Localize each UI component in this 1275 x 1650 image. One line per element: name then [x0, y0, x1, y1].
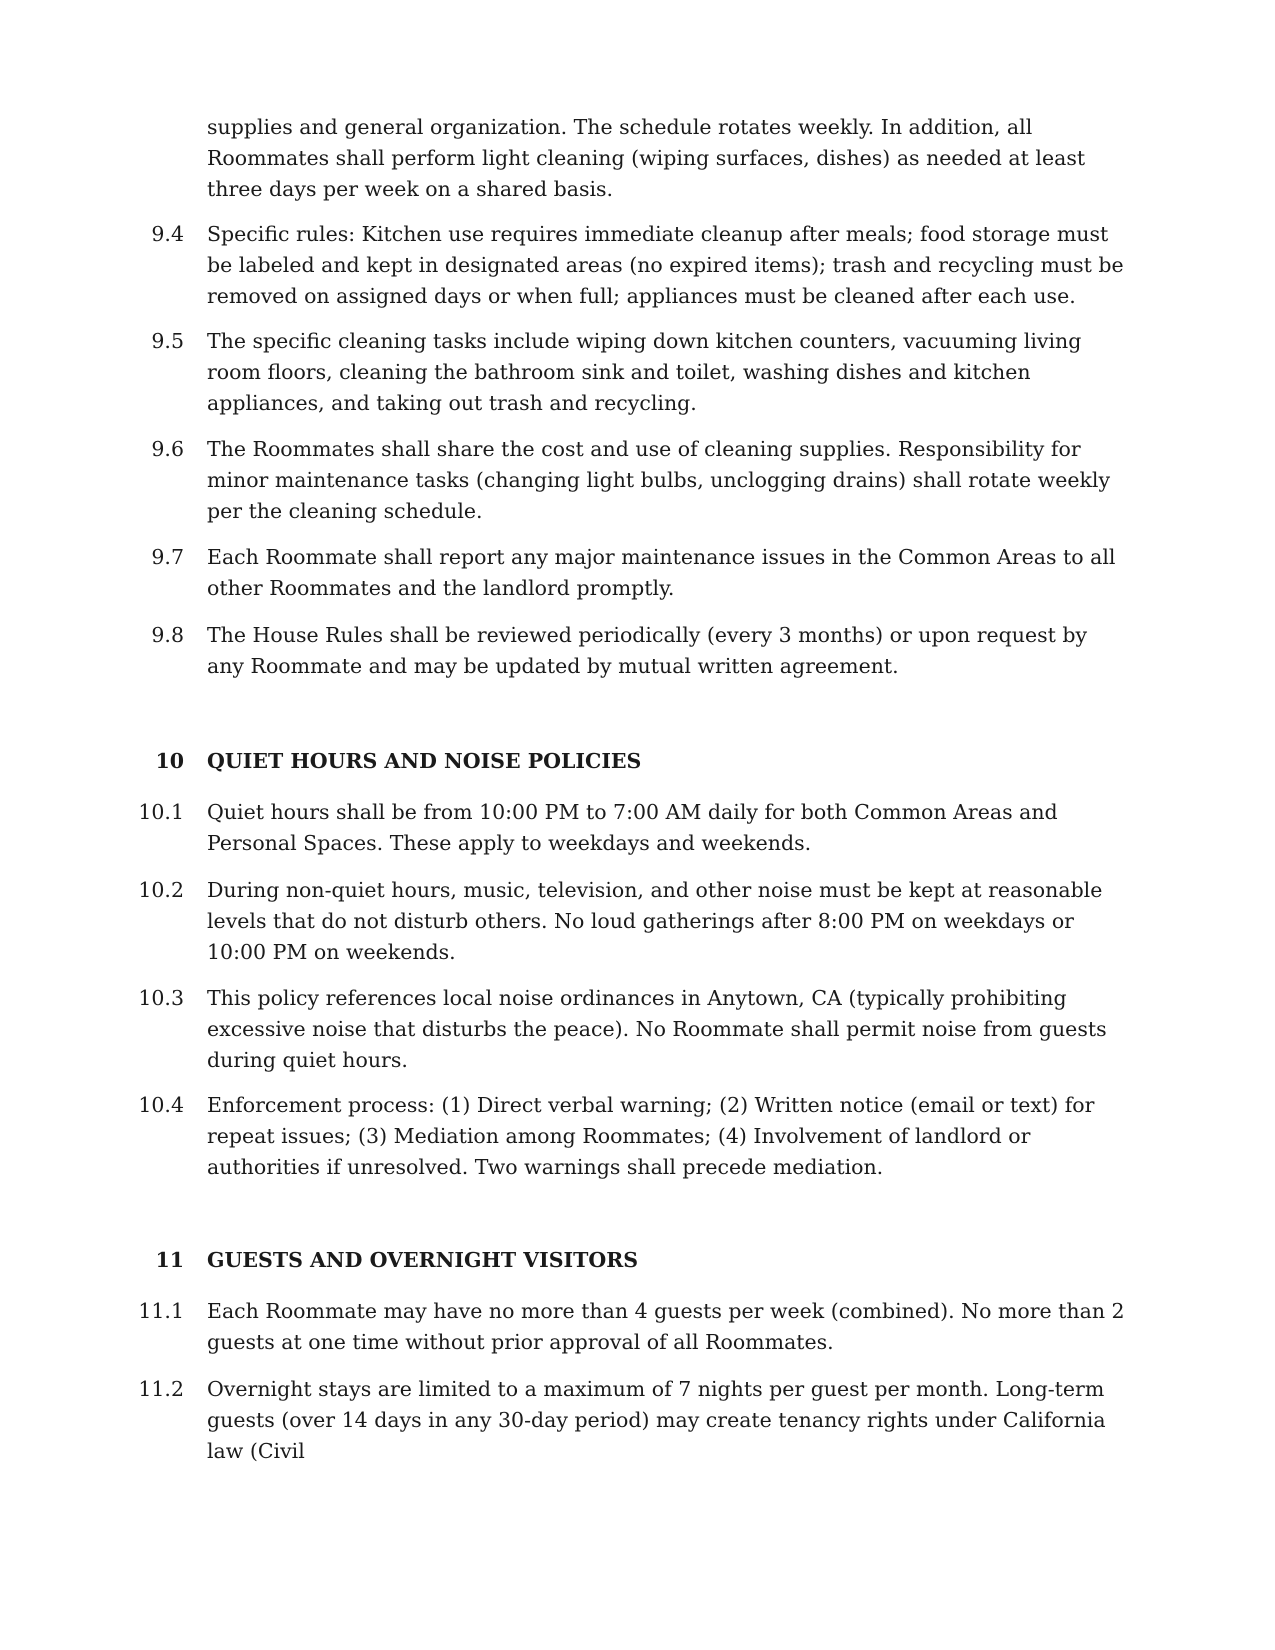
clause-number: 10.2 — [138, 878, 184, 902]
clause-text: Each Roommate shall report any major maintenance issues in the Common Areas to all other Roommates and the landlord promptly. — [207, 545, 1116, 600]
clause-number: 9.5 — [151, 329, 184, 353]
section-number: 10 — [155, 749, 184, 773]
clause-number: 9.8 — [151, 623, 184, 647]
intro-paragraph: supplies and general organization. The schedule rotates weekly. In addition, all Roommates shall perform light cleaning (wiping surfaces, dishes) as needed at least three days per week on a shared basis. — [207, 115, 1086, 201]
clause-text: Enforcement process: (1) Direct verbal warning; (2) Written notice (email or text) for repeat issues; (3) Mediation among Roommates; (4) Involvement of landlord or authorities if unresolved. Two warnings shall precede mediation. — [207, 1093, 1095, 1179]
clause-number: 9.7 — [151, 545, 184, 569]
clause-number: 9.4 — [151, 222, 184, 246]
clause-number: 9.6 — [151, 437, 184, 461]
clause-text: This policy references local noise ordinances in Anytown, CA (typically prohibiting excessive noise that disturbs the peace). No Roommate shall permit noise from guests during quiet hours. — [207, 986, 1107, 1072]
clause-text: Each Roommate may have no more than 4 guests per week (combined). No more than 2 guests at one time without prior approval of all Roommates. — [207, 1299, 1125, 1354]
clause-text: During non-quiet hours, music, television, and other noise must be kept at reasonable levels that do not disturb others. No loud gatherings after 8:00 PM on weekdays or 10:00 PM on weekends. — [207, 878, 1103, 964]
clause-number: 10.1 — [138, 800, 184, 824]
clause-text: Quiet hours shall be from 10:00 PM to 7:00 AM daily for both Common Areas and Personal Spaces. These apply to weekdays and weekends. — [207, 800, 1058, 855]
clause-text: The Roommates shall share the cost and use of cleaning supplies. Responsibility for minor maintenance tasks (changing light bulbs, unclogging drains) shall rotate weekly per the cleaning schedule. — [207, 437, 1111, 523]
clause-text: Overnight stays are limited to a maximum of 7 nights per guest per month. Long-term guests (over 14 days in any 30-day period) may create tenancy rights under California law (Civil — [207, 1377, 1106, 1463]
section-number: 11 — [155, 1248, 184, 1272]
clause-text: Specific rules: Kitchen use requires immediate cleanup after meals; food storage must be labeled and kept in designated areas (no expired items); trash and recycling must be removed on assigned days or when full; appliances must be cleaned after each use. — [207, 222, 1124, 308]
clause-number: 10.4 — [138, 1093, 184, 1117]
clause-number: 11.1 — [138, 1299, 184, 1323]
clause-text: The House Rules shall be reviewed periodically (every 3 months) or upon request by any Roommate and may be updated by mutual written agreement. — [207, 623, 1088, 678]
clause-number: 10.3 — [138, 986, 184, 1010]
section-heading: QUIET HOURS AND NOISE POLICIES — [207, 749, 642, 773]
clause-number: 11.2 — [138, 1377, 184, 1401]
clause-text: The specific cleaning tasks include wiping down kitchen counters, vacuuming living room floors, cleaning the bathroom sink and toilet, washing dishes and kitchen appliances, and taking out trash and recycling. — [207, 329, 1082, 415]
section-heading: GUESTS AND OVERNIGHT VISITORS — [207, 1248, 639, 1272]
